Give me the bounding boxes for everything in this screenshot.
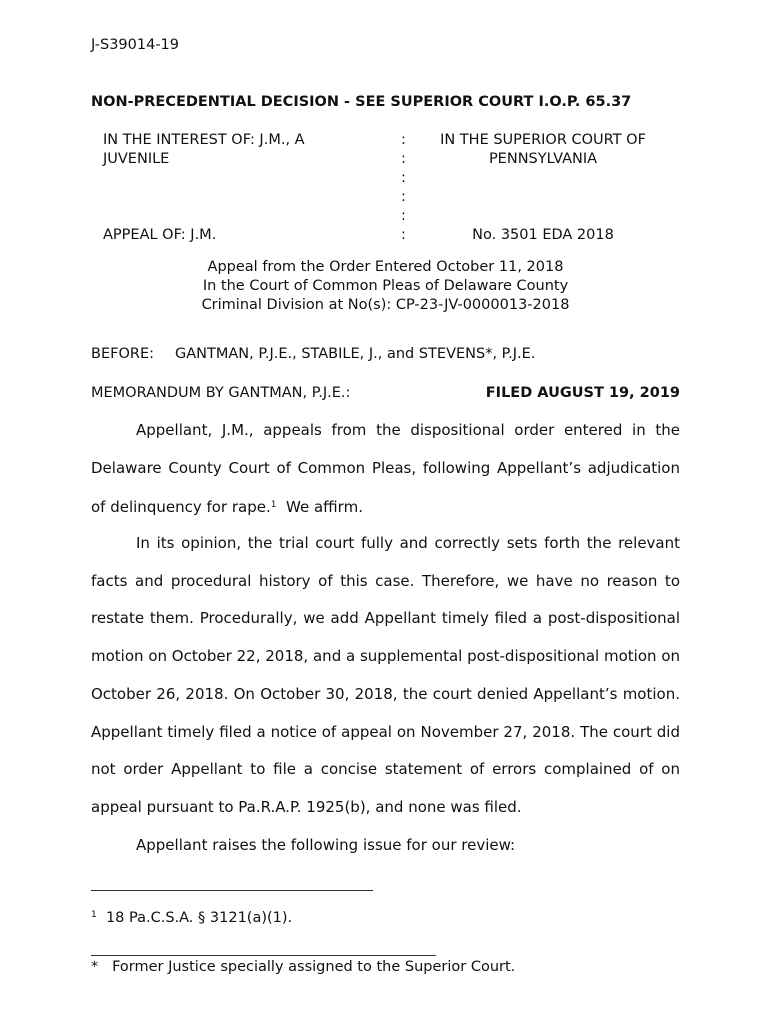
body-line: Delaware County Court of Common Pleas, following Appellant’s adjudication [91, 458, 680, 477]
caption-separator: : [401, 227, 406, 243]
docket-id: J-S39014-19 [91, 37, 180, 53]
caption-case-number: No. 3501 EDA 2018 [472, 227, 614, 243]
filed-date: FILED AUGUST 19, 2019 [485, 385, 680, 401]
body-paragraph-1 [91, 412, 680, 527]
body-text: We affirm. [286, 498, 363, 517]
footnote-text: Former Justice specially assigned to the Superior Court. [112, 959, 516, 975]
body-text: of delinquency for rape. [91, 498, 271, 517]
before-label: BEFORE: [91, 346, 154, 362]
caption-separator: : [401, 189, 406, 205]
caption-separator: : [401, 170, 406, 186]
body-line: appeal pursuant to Pa.R.A.P. 1925(b), and none was filed. [91, 797, 522, 816]
body-line: motion on October 22, 2018, and a supplemental post-dispositional motion on [91, 647, 680, 666]
caption-court-line1: IN THE SUPERIOR COURT OF [440, 132, 646, 148]
body-paragraph-2 [91, 525, 680, 827]
caption-appeal-of: APPEAL OF: J.M. [103, 227, 217, 243]
body-line: not order Appellant to file a concise statement of errors complained of on [91, 760, 680, 779]
body-line: October 26, 2018. On October 30, 2018, the court denied Appellant’s motion. [91, 684, 680, 703]
body-line [91, 487, 680, 527]
footnote-star [91, 959, 515, 975]
body-line: Appellant, J.M., appeals from the dispositional order entered in the [136, 421, 680, 439]
caption-separator: : [401, 208, 406, 224]
body-line: restate them. Procedurally, we add Appellant timely filed a post-dispositional [91, 609, 680, 628]
footnote-1 [91, 910, 292, 926]
footnote-divider [91, 890, 373, 891]
footnote-text: 18 Pa.C.S.A. § 3121(a)(1). [105, 910, 293, 926]
body-line: Appellant timely filed a notice of appeal on November 27, 2018. The court did [91, 722, 680, 741]
caption-party-line2: JUVENILE [103, 151, 170, 167]
body-line: In its opinion, the trial court fully and correctly sets forth the relevant [136, 534, 680, 552]
appeal-info-line: In the Court of Common Pleas of Delaware County [202, 278, 569, 294]
panel-judges: GANTMAN, P.J.E., STABILE, J., and STEVENS*, P.J.E. [175, 346, 536, 362]
memorandum-author: MEMORANDUM BY GANTMAN, P.J.E.: [91, 385, 351, 401]
caption-party-line1: IN THE INTEREST OF: J.M., A [103, 132, 305, 148]
caption-separator: : [401, 151, 406, 167]
footnote-divider [91, 955, 436, 956]
caption-separator: : [401, 132, 406, 148]
appeal-info-line: Appeal from the Order Entered October 11, 2018 [207, 259, 564, 275]
footnote-marker: 1 [91, 910, 97, 920]
footnote-marker: * [91, 959, 99, 975]
footnote-reference[interactable]: 1 [270, 500, 277, 511]
non-precedential-notice: NON-PRECEDENTIAL DECISION - SEE SUPERIOR COURT I.O.P. 65.37 [91, 94, 632, 110]
appeal-info-line: Criminal Division at No(s): CP-23-JV-0000013-2018 [201, 297, 570, 313]
body-line: facts and procedural history of this case. Therefore, we have no reason to [91, 571, 680, 590]
caption-court-line2: PENNSYLVANIA [488, 151, 598, 167]
body-paragraph-3: Appellant raises the following issue for our review: [136, 836, 516, 854]
